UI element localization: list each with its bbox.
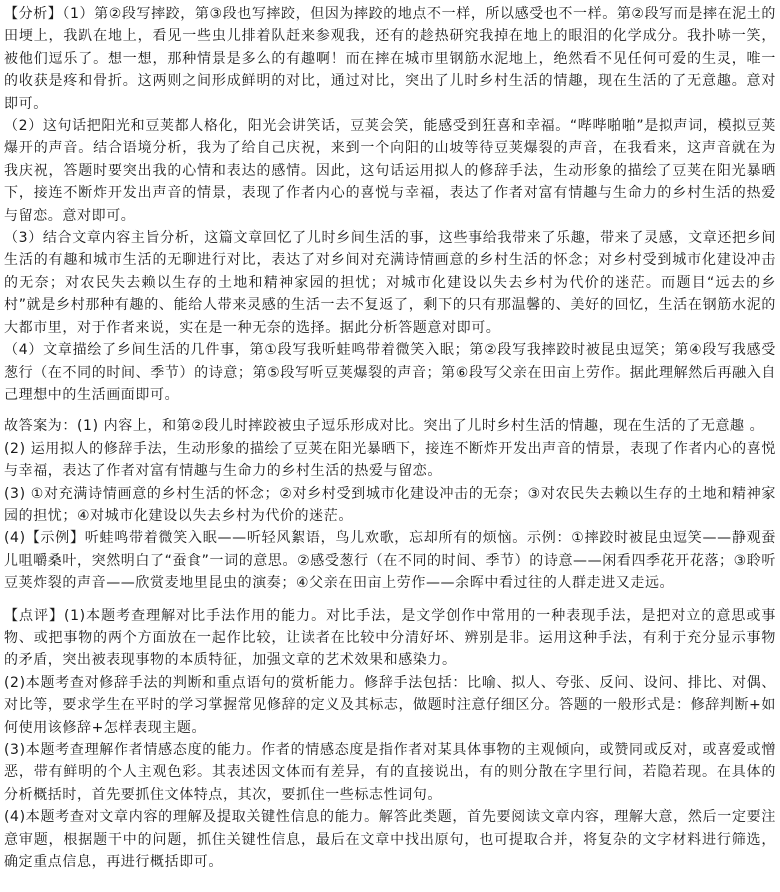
analysis-section	[4, 3, 776, 406]
analysis-paragraph-3: （3）结合文章内容主旨分析，这篇文章回忆了儿时乡间生活的事，这些事给我带来了乐趣，带来了灵感，文章还把乡间生活的有趣和城市生活的无聊进行对比，表达了对乡间对充满诗情画意的乡村生活的怀念；对乡村受到城市化建设冲击的无奈；对农民失去赖以生存的土地和精神家园的担忧；对城市化建设以失去乡村为代价的迷茫。而题目“远去的乡村”就是乡村那种有趣的、能给人带来灵感的生活一去不复返了，剩下的只有那温馨的、美好的回忆，生活在钢筋水泥的大都市里，对于作者来说，实在是一种无奈的选择。据此分析答题意对即可。	[4, 230, 776, 336]
answer-paragraph-3: (3) ①对充满诗情画意的乡村生活的怀念；②对乡村受到城市化建设冲击的无奈；③对农民失去赖以生存的土地和精神家园的担忧；④对城市化建设以失去乡村为代价的迷茫。	[4, 485, 776, 524]
answer-paragraph-4: (4)【示例】听蛙鸣带着微笑入眠——听轻风絮语，鸟儿欢歌，忘却所有的烦恼。示例：①摔跤时被昆虫逗笑——静观蚕儿咀嚼桑叶，突然明白了“蚕食”一词的意思。②感受葱行（在不同的时间、季节）的诗意——闲看四季花开花落；③聆听豆荚炸裂的声音——欣赏麦地里昆虫的演奏；④父亲在田亩上劳作——余晖中看过往的人群走进又走远。	[4, 530, 777, 592]
comment-paragraph-1: 【点评】(1)本题考查理解对比手法作用的能力。对比手法，是文学创作中常用的一种表现手法，是把对立的意思或事物、或把事物的两个方面放在一起作比较，让读者在比较中分清好坏、辨别是非。运用这种手法，有利于充分显示事物的矛盾，突出被表现事物的本质特征，加强文章的艺术效果和感染力。	[4, 607, 776, 669]
analysis-paragraph-1: 【分析】（1）第②段写摔跤，第③段也写摔跤，但因为摔跤的地点不一样，所以感受也不一样。第②段写而是摔在泥土的田埂上，我趴在地上，看见一些虫儿排着队赶来参观我，还有的趁热研究我掉在地上的眼泪的化学成分。我扑哧一笑，被他们逗乐了。想一想，那种情景是多么的有趣啊！而在摔在城市里钢筋水泥地上，绝然看不见任何可爱的生灵，唯一的收获是疼和骨折。这两则之间形成鲜明的对比，通过对比，突出了儿时乡村生活的情趣，现在生活的了无意趣。意对即可。	[4, 6, 776, 112]
answer-section	[4, 415, 776, 594]
section-spacer	[4, 406, 776, 415]
answer-paragraph-1: 故答案为：(1) 内容上，和第②段儿时摔跤被虫子逗乐形成对比。突出了儿时乡村生活的情趣，现在生活的了无意趣 。	[4, 418, 765, 435]
answer-paragraph-2: (2) 运用拟人的修辞手法，生动形象的描绘了豆荚在阳光暴晒下，接连不断炸开发出声音的情景，表现了作者内心的喜悦与幸福，表达了作者对富有情趣与生命力的乡村生活的热爱与留恋。	[4, 440, 776, 480]
comment-section	[4, 605, 776, 874]
section-spacer	[4, 595, 776, 605]
comment-paragraph-2: (2)本题考查对修辞手法的判断和重点语句的赏析能力。修辞手法包括：比喻、拟人、夸张、反问、设问、排比、对偶、对比等，要求学生在平时的学习掌握常见修辞的定义及其标志，做题时注意仔细区分。答题的一般形式是：修辞判断+如何使用该修辞+怎样表现主题。	[4, 674, 776, 736]
analysis-paragraph-4: （4）文章描绘了乡间生活的几件事，第①段写我听蛙鸣带着微笑入眠；第②段写我摔跤时被昆虫逗笑；第④段写我感受葱行（在不同的时间、季节）的诗意；第⑤段写听豆荚爆裂的声音；第⑥段写父亲在田亩上劳作。据此理解然后再融入自己理想中的生活画面即可。	[4, 342, 776, 403]
comment-paragraph-4: (4)本题考查对文章内容的理解及提取关键性信息的能力。解答此类题，首先要阅读文章内容，理解大意，然后一定要注意审题，根据题干中的问题，抓住关键性信息，最后在文章中找出原句，也可提取合并，将复杂的文字材料进行筛选，确定重点信息，再进行概括即可。	[4, 809, 776, 871]
analysis-paragraph-2: （2）这句话把阳光和豆荚都人格化，阳光会讲笑话，豆荚会笑，能感受到狂喜和幸福。“哔哔啪啪”是拟声词，模拟豆荚爆开的声音。结合语境分析，我为了给自己庆祝，来到一个向阳的山坡等待豆荚爆裂的声音，在我看来，这声音就在为我庆祝，答题时要突出我的心情和表达的感情。因此，这句话运用拟人的修辞手法，生动形象的描绘了豆荚在阳光暴晒下，接连不断炸开发出声音的情景，表现了作者内心的喜悦与幸福，表达了作者对富有情趣与生命力的乡村生活的热爱与留恋。意对即可。	[4, 118, 776, 224]
comment-paragraph-3: (3)本题考查理解作者情感态度的能力。作者的情感态度是指作者对某具体事物的主观倾向，或赞同或反对，或喜爱或憎恶，带有鲜明的个人主观色彩。其表述因文体而有差异，有的直接说出，有的则分散在字里行间，若隐若现。在具体的分析概括时，首先要抓住文体特点，其次，要抓住一些标志性词句。	[4, 742, 776, 803]
